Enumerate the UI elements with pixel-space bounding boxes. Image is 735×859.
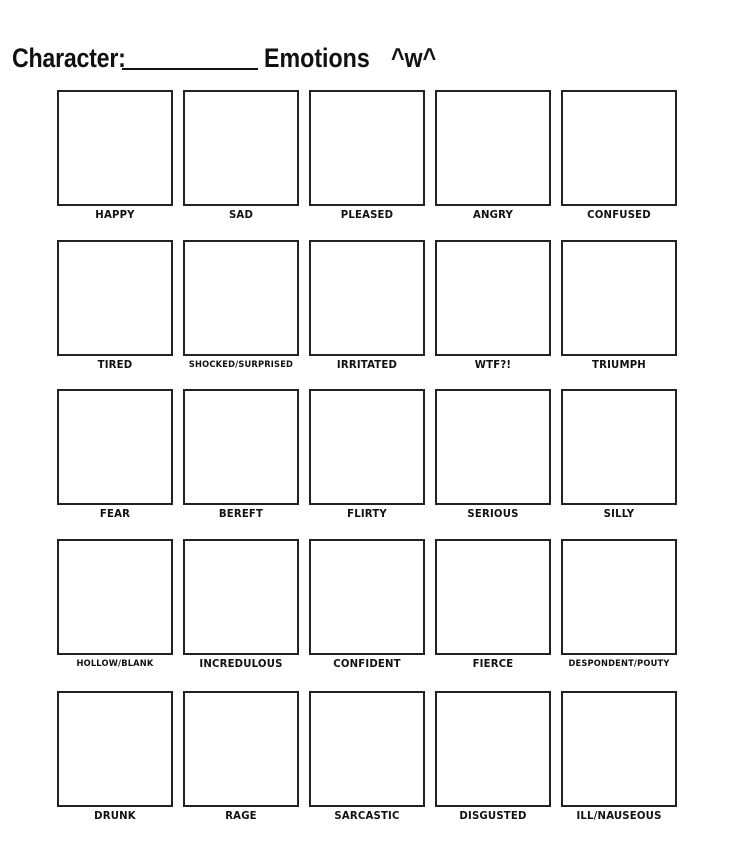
drawing-box[interactable] <box>309 691 425 807</box>
drawing-box[interactable] <box>309 240 425 356</box>
emotion-cell <box>435 240 551 376</box>
emotion-cell <box>183 90 299 226</box>
emotion-label: SERIOUS <box>467 507 519 520</box>
drawing-box[interactable] <box>561 240 677 356</box>
drawing-box[interactable] <box>57 389 173 505</box>
emotion-label: ANGRY <box>472 208 514 221</box>
drawing-box[interactable] <box>183 389 299 505</box>
emotion-label: CONFUSED <box>587 208 651 221</box>
emotion-cell <box>183 389 299 525</box>
drawing-box[interactable] <box>561 691 677 807</box>
drawing-box[interactable] <box>309 389 425 505</box>
emotion-cell <box>183 539 299 675</box>
drawing-box[interactable] <box>183 691 299 807</box>
emotion-cell <box>561 389 677 525</box>
emotion-cell <box>309 539 425 675</box>
emotion-cell <box>57 389 173 525</box>
drawing-box[interactable] <box>57 539 173 655</box>
emotion-label: TRIUMPH <box>592 358 646 371</box>
emotion-label: DESPONDENT/POUTY <box>568 659 670 669</box>
emotion-label: TIRED <box>97 358 133 371</box>
drawing-box[interactable] <box>435 240 551 356</box>
emotion-label: DISGUSTED <box>459 809 527 822</box>
emotion-cell <box>561 691 677 827</box>
emotion-cell <box>309 691 425 827</box>
emotion-label: IRRITATED <box>336 358 398 371</box>
emotion-label: SILLY <box>603 507 635 520</box>
drawing-box[interactable] <box>309 90 425 206</box>
emotion-label: FLIRTY <box>347 507 387 520</box>
emotions-label: Emotions <box>264 43 370 73</box>
emotion-cell <box>183 691 299 827</box>
drawing-box[interactable] <box>183 240 299 356</box>
emotion-label: SAD <box>228 208 254 221</box>
emotion-label: HOLLOW/BLANK <box>76 659 154 669</box>
emotion-label: WTF?! <box>474 358 512 371</box>
emotion-label: INCREDULOUS <box>199 657 283 670</box>
emotion-cell <box>561 90 677 226</box>
emotion-cell <box>309 90 425 226</box>
face-emoticon: ^w^ <box>391 43 437 73</box>
emotion-label: ILL/NAUSEOUS <box>576 809 662 822</box>
emotion-cell <box>561 240 677 376</box>
emotion-cell <box>435 539 551 675</box>
drawing-box[interactable] <box>183 90 299 206</box>
emotion-cell <box>435 389 551 525</box>
emotion-cell <box>57 90 173 226</box>
emotion-cell <box>57 240 173 376</box>
emotion-label: PLEASED <box>340 208 394 221</box>
emotion-cell <box>561 539 677 675</box>
drawing-box[interactable] <box>561 539 677 655</box>
drawing-box[interactable] <box>57 90 173 206</box>
emotion-cell <box>183 240 299 376</box>
emotion-label: FEAR <box>99 507 131 520</box>
drawing-box[interactable] <box>183 539 299 655</box>
emotion-label: BEREFT <box>218 507 264 520</box>
emotion-label: SARCASTIC <box>334 809 400 822</box>
emotion-label: SHOCKED/SURPRISED <box>188 360 294 370</box>
drawing-box[interactable] <box>57 240 173 356</box>
emotion-cell <box>57 539 173 675</box>
drawing-box[interactable] <box>561 90 677 206</box>
drawing-box[interactable] <box>435 90 551 206</box>
drawing-box[interactable] <box>435 691 551 807</box>
emotion-label: CONFIDENT <box>333 657 401 670</box>
drawing-box[interactable] <box>309 539 425 655</box>
emotion-label: HAPPY <box>95 208 135 221</box>
emotion-cell <box>435 90 551 226</box>
character-label: Character: <box>12 43 126 73</box>
emotion-cell <box>435 691 551 827</box>
emotion-cell <box>309 389 425 525</box>
emotion-label: FIERCE <box>472 657 514 670</box>
drawing-box[interactable] <box>435 389 551 505</box>
emotion-cell <box>57 691 173 827</box>
drawing-box[interactable] <box>561 389 677 505</box>
emotion-label: RAGE <box>225 809 257 822</box>
emotion-cell <box>309 240 425 376</box>
drawing-box[interactable] <box>435 539 551 655</box>
emotion-label: DRUNK <box>94 809 136 822</box>
drawing-box[interactable] <box>57 691 173 807</box>
